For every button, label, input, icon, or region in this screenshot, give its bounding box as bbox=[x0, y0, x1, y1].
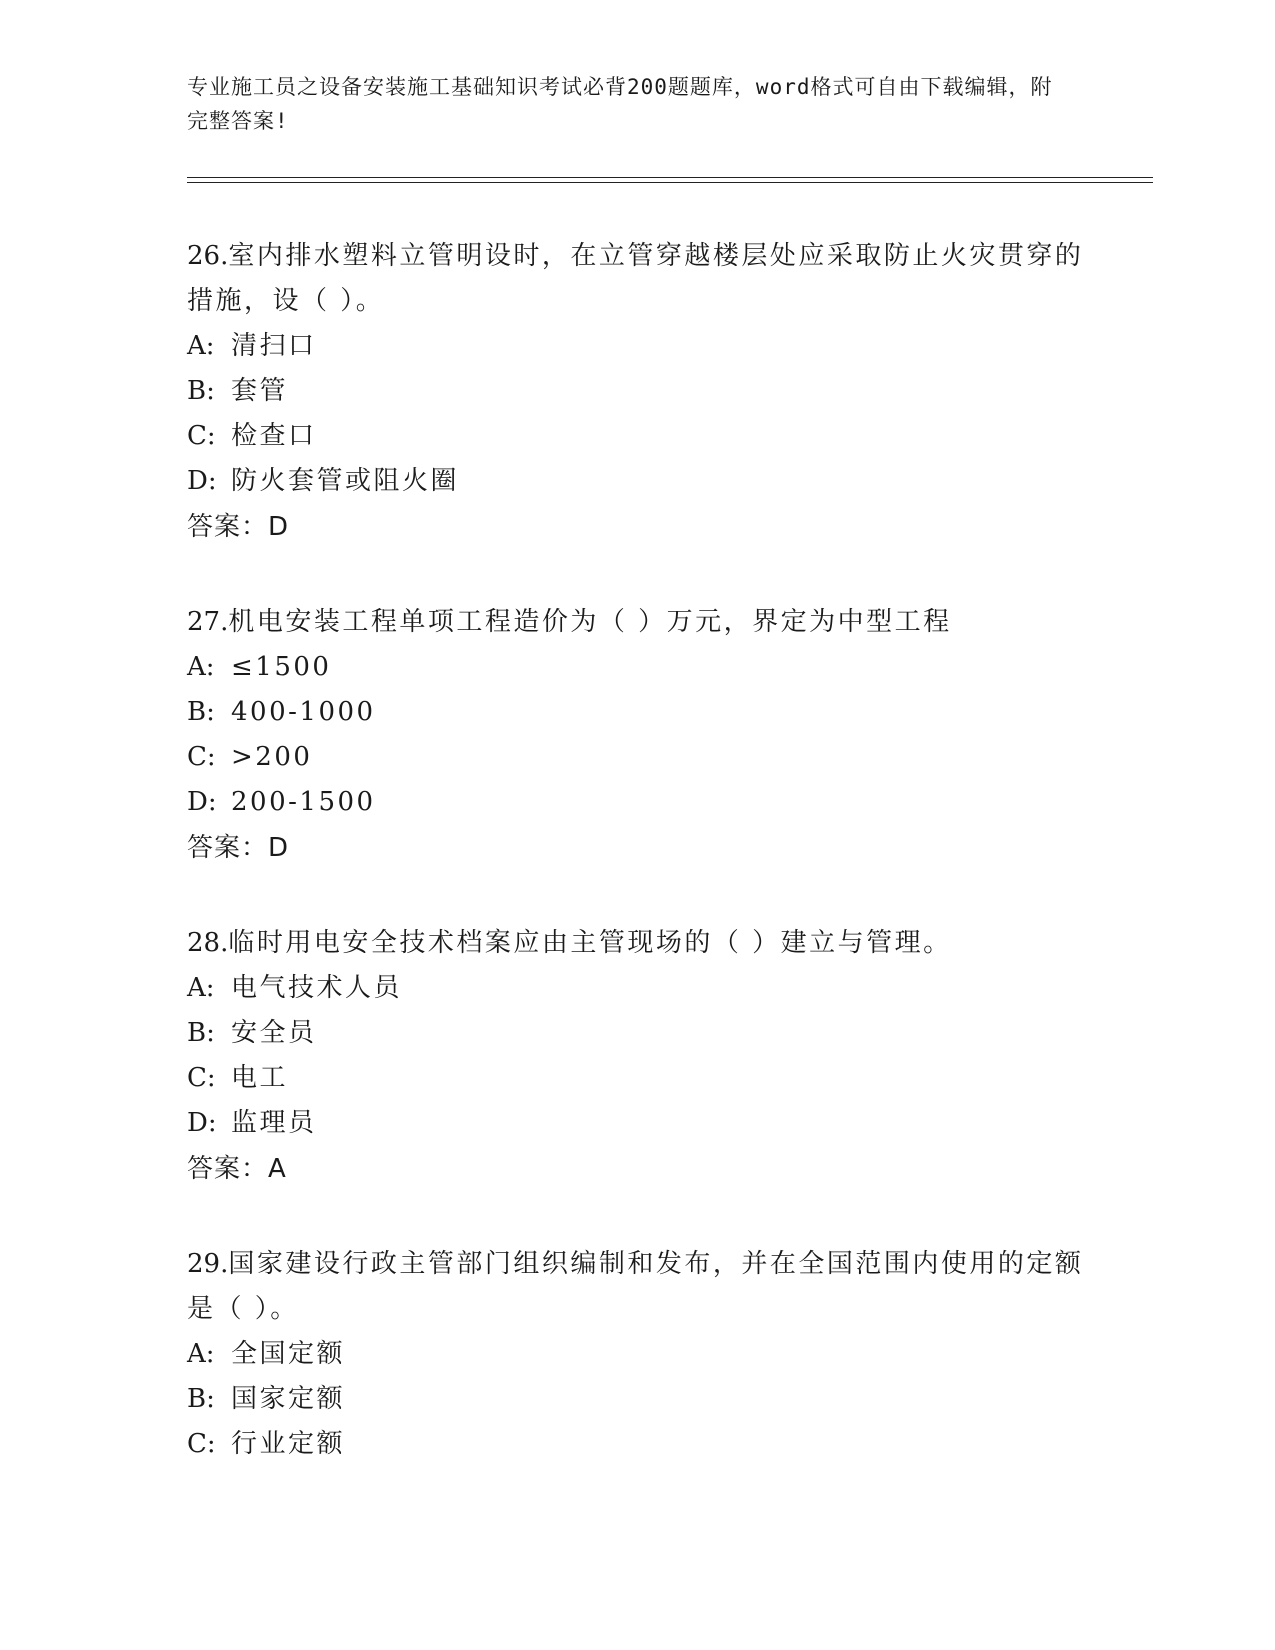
option-text: 安全员 bbox=[231, 1018, 317, 1048]
option-b bbox=[187, 1377, 1087, 1422]
question-text: 室内排水塑料立管明设时，在立管穿越楼层处应采取防止火灾贯穿的措施，设（ ）。 bbox=[187, 241, 1084, 316]
option-text: 国家定额 bbox=[231, 1384, 346, 1414]
question-28 bbox=[187, 921, 1087, 1192]
header-rule-bottom bbox=[187, 182, 1153, 183]
option-a bbox=[187, 645, 1087, 690]
question-text: 机电安装工程单项工程造价为（ ）万元，界定为中型工程 bbox=[228, 607, 952, 637]
question-stem bbox=[187, 600, 1087, 645]
question-stem bbox=[187, 234, 1087, 324]
option-text: 全国定额 bbox=[231, 1339, 346, 1369]
header-rule-top bbox=[187, 177, 1153, 178]
option-key: B: bbox=[187, 1384, 215, 1414]
question-stem bbox=[187, 921, 1087, 966]
question-29 bbox=[187, 1242, 1087, 1467]
option-key: C: bbox=[187, 1063, 216, 1093]
option-key: A: bbox=[187, 1339, 215, 1369]
option-key: B: bbox=[187, 376, 215, 406]
option-a bbox=[187, 966, 1087, 1011]
option-text: 套管 bbox=[231, 376, 289, 406]
option-text: 行业定额 bbox=[231, 1429, 346, 1459]
question-stem bbox=[187, 1242, 1087, 1332]
question-text: 国家建设行政主管部门组织编制和发布，并在全国范围内使用的定额是（ ）。 bbox=[187, 1249, 1084, 1324]
option-a bbox=[187, 324, 1087, 369]
option-c bbox=[187, 1056, 1087, 1101]
question-number: 27. bbox=[187, 607, 229, 637]
option-d bbox=[187, 459, 1087, 504]
option-b bbox=[187, 690, 1087, 735]
option-key: C: bbox=[187, 1429, 216, 1459]
question-number: 29. bbox=[187, 1249, 229, 1279]
option-key: B: bbox=[187, 697, 215, 727]
option-d bbox=[187, 1101, 1087, 1146]
question-list bbox=[187, 234, 1087, 1517]
option-c bbox=[187, 1422, 1087, 1467]
option-text: ≤1500 bbox=[231, 652, 332, 682]
answer-line: 答案：A bbox=[187, 1154, 287, 1184]
option-a bbox=[187, 1332, 1087, 1377]
option-key: A: bbox=[187, 331, 215, 361]
option-key: A: bbox=[187, 973, 215, 1003]
option-text: 电工 bbox=[231, 1063, 289, 1093]
option-b bbox=[187, 369, 1087, 414]
option-text: 200-1500 bbox=[231, 787, 376, 817]
option-key: C: bbox=[187, 742, 216, 772]
option-key: B: bbox=[187, 1018, 215, 1048]
option-text: 清扫口 bbox=[231, 331, 317, 361]
option-key: C: bbox=[187, 421, 216, 451]
question-number: 28. bbox=[187, 928, 229, 958]
answer-line: 答案：D bbox=[187, 512, 290, 542]
option-d bbox=[187, 780, 1087, 825]
option-text: 检查口 bbox=[231, 421, 317, 451]
option-key: D: bbox=[187, 787, 217, 817]
option-b bbox=[187, 1011, 1087, 1056]
answer-line: 答案：D bbox=[187, 833, 290, 863]
option-text: 监理员 bbox=[231, 1108, 317, 1138]
option-text: 电气技术人员 bbox=[231, 973, 403, 1003]
option-key: A: bbox=[187, 652, 215, 682]
question-26 bbox=[187, 234, 1087, 550]
option-c bbox=[187, 414, 1087, 459]
question-27 bbox=[187, 600, 1087, 871]
option-text: >200 bbox=[231, 742, 313, 772]
document-header: 专业施工员之设备安装施工基础知识考试必背200题题库，word格式可自由下载编辑，附完整答案! bbox=[187, 75, 1053, 133]
option-text: 防火套管或阻火圈 bbox=[231, 466, 460, 496]
question-text: 临时用电安全技术档案应由主管现场的（ ）建立与管理。 bbox=[228, 928, 952, 958]
option-c bbox=[187, 735, 1087, 780]
option-key: D: bbox=[187, 466, 217, 496]
option-key: D: bbox=[187, 1108, 217, 1138]
question-number: 26. bbox=[187, 241, 229, 271]
option-text: 400-1000 bbox=[231, 697, 376, 727]
